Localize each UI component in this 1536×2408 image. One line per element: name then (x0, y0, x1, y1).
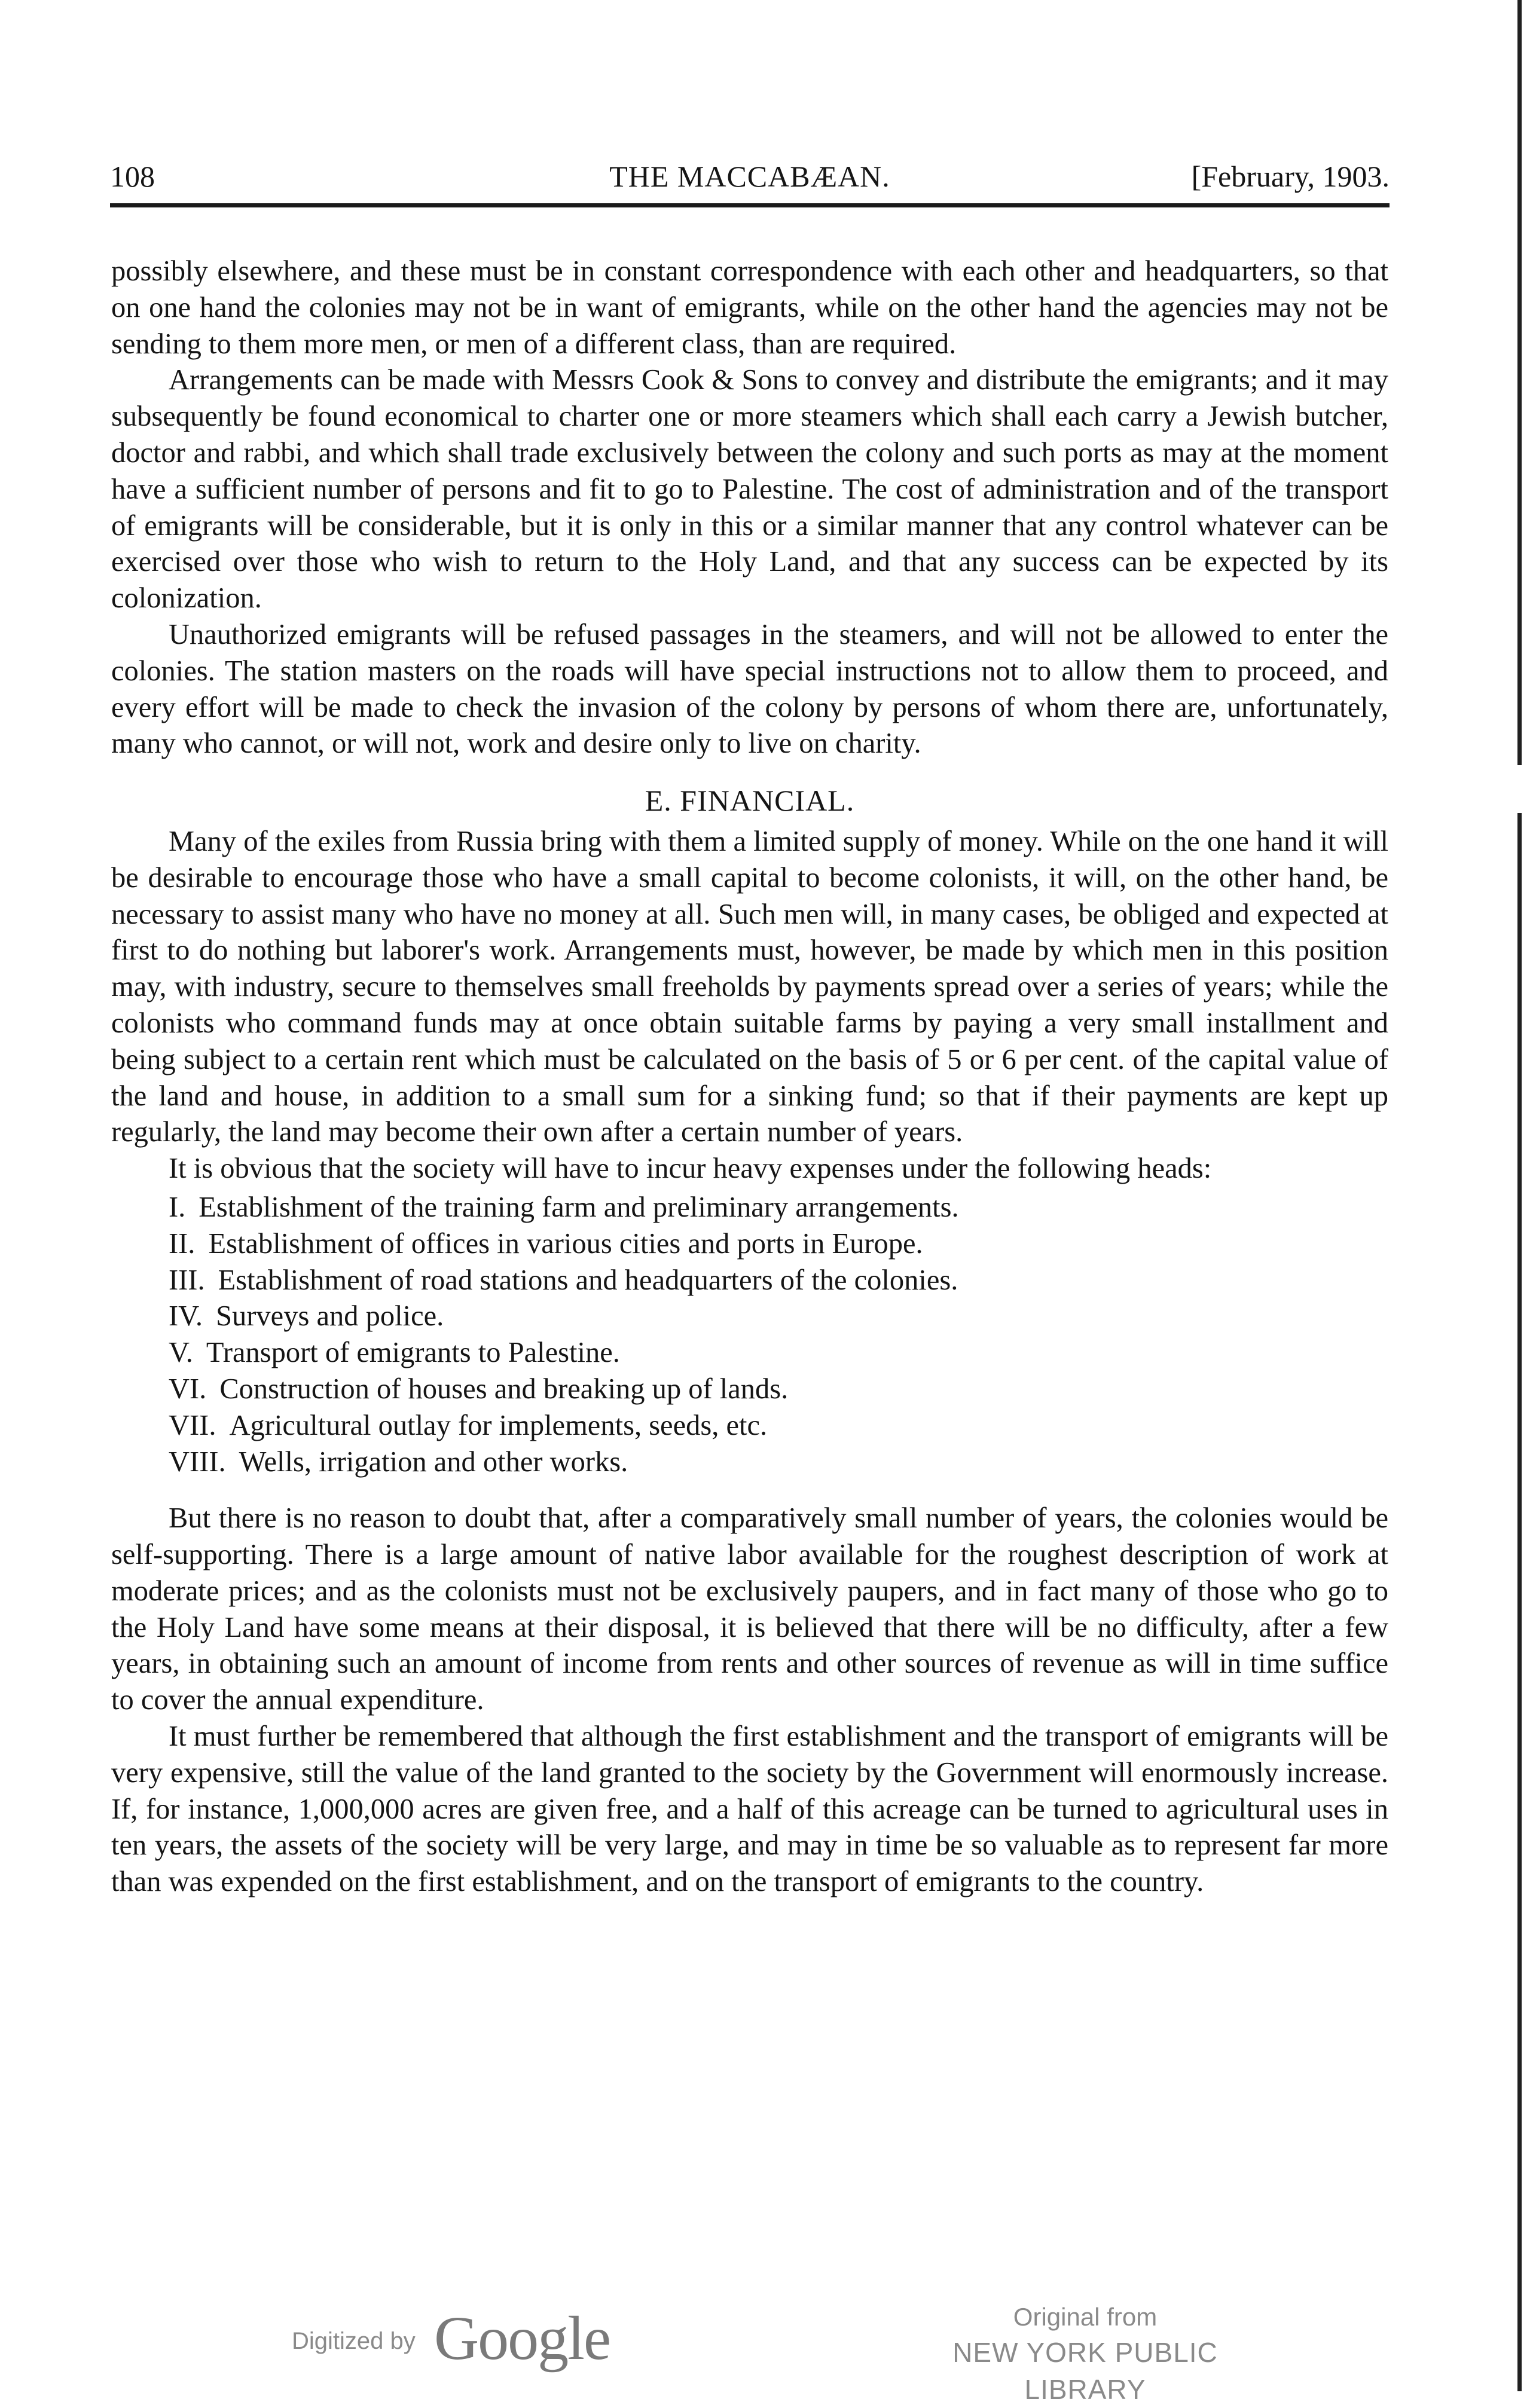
list-item (111, 1298, 1388, 1335)
list-text: Establishment of the training farm and preliminary arrangements. (199, 1191, 959, 1223)
list-numeral: VII. (169, 1409, 216, 1441)
list-item (111, 1371, 1388, 1408)
paragraph-continued: possibly elsewhere, and these must be in constant correspondence with each other and headquarters, so that on one hand the colonies may not be in want of emigrants, while on the other hand the agencies may not be sending to them more men, or men of a different class, than are required. (111, 255, 1388, 360)
binding-edge-gap (1513, 765, 1525, 813)
list-numeral: VI. (169, 1373, 207, 1405)
running-header (110, 152, 1390, 200)
paragraph-arrangements: Arrangements can be made with Messrs Cook & Sons to convey and distribute the emigrants; and it may subsequently be found economical to charter one or more steamers which shall each carry a Jewish butcher, doctor and rabbi, and which shall trade exclusively between the colony and such ports as may at the moment have a sufficient number of persons and fit to go to Palestine. The cost of administration and of the transport of emigrants will be considerable, but it is only in this or a similar manner that any control whatever can be exercised over those who wish to return to the Holy Land, and that any success can be expected by its colonization. (111, 364, 1388, 615)
paragraph-expenses-intro: It is obvious that the society will have to incur heavy expenses under the following heads: (169, 1153, 1212, 1185)
expense-heads-list (111, 1190, 1388, 1480)
header-rule (110, 203, 1390, 207)
paragraph-exiles: Many of the exiles from Russia bring with them a limited supply of money. While on the one hand it will be desirable to encourage those who have a small capital to become colonists, it will, on the other hand, be necessary to assist many who have no money at all. Such men will, in many cases, be obliged and expected at first to do nothing but laborer's work. Arrangements must, however, be made by which men in this position may, with industry, secure to themselves small freeholds by payments spread over a series of years; while the colonists who command funds may at once obtain suitable farms by paying a very small installment and being subject to a certain rent which must be calculated on the basis of 5 or 6 per cent. of the capital value of the land and house, in addition to a small sum for a sinking fund; so that if their payments are kept up regularly, the land may become their own after a certain number of years. (111, 825, 1388, 1148)
digitized-by-watermark (292, 2303, 662, 2375)
paragraph-land-value: It must further be remembered that although the first establishment and the transport of emigrants will be very expensive, still the value of the land granted to the society by the Government will enormously increase. If, for instance, 1,000,000 acres are given free, and a half of this acreage can be turned to agricultural uses in ten years, the assets of the society will be very large, and may in time be so valuable as to represent far more than was expended on the first establishment, and on the transport of emigrants to the country. (111, 1721, 1388, 1898)
article-body (111, 253, 1388, 1900)
issue-date: [February, 1903. (1191, 160, 1390, 193)
list-numeral: V. (169, 1337, 193, 1369)
list-text: Construction of houses and breaking up of lands. (219, 1373, 789, 1405)
list-text: Establishment of road stations and headquarters of the colonies. (218, 1264, 958, 1296)
list-item (111, 1444, 1388, 1481)
paragraph-self-supporting: But there is no reason to doubt that, after a comparatively small number of years, the colonies would be self-supporting. There is a large amount of native labor available for the roughest description of work at moderate prices; and as the colonists must not be exclusively paupers, and in fact many of those who go to the Holy Land have some means at their disposal, it is believed that there will be no difficulty, after a few years, in obtaining such an amount of income from rents and other sources of revenue as will in time suffice to cover the annual expenditure. (111, 1502, 1388, 1716)
digitized-by-label: Digitized by (292, 2328, 416, 2354)
list-text: Establishment of offices in various cities and ports in Europe. (208, 1227, 923, 1260)
list-text: Surveys and police. (216, 1300, 444, 1333)
list-text: Wells, irrigation and other works. (239, 1446, 628, 1478)
list-item (111, 1226, 1388, 1263)
section-heading: E. FINANCIAL. (645, 784, 855, 818)
list-item (111, 1335, 1388, 1371)
list-numeral: IV. (169, 1300, 203, 1333)
google-logo: Google (434, 2304, 610, 2373)
page-number: 108 (110, 160, 155, 193)
list-text: Transport of emigrants to Palestine. (206, 1337, 620, 1369)
running-title: THE MACCABÆAN. (609, 160, 890, 193)
paragraph-unauthorized: Unauthorized emigrants will be refused passages in the steamers, and will not be allowed to enter the colonies. The station masters on the roads will have special instructions not to allow them to proceed, and every effort will be made to check the invasion of the colony by persons of whom there are, unfortunately, many who cannot, or will not, work and desire only to live on charity. (111, 618, 1388, 760)
list-numeral: II. (169, 1227, 196, 1260)
list-item (111, 1408, 1388, 1444)
original-source-watermark (894, 2300, 1277, 2405)
list-numeral: I. (169, 1191, 186, 1223)
original-from-label: Original from (1013, 2303, 1158, 2331)
list-item (111, 1263, 1388, 1299)
list-item (111, 1190, 1388, 1226)
binding-edge (1517, 0, 1522, 2391)
list-numeral: VIII. (169, 1446, 226, 1478)
list-numeral: III. (169, 1264, 205, 1296)
library-name: NEW YORK PUBLIC LIBRARY (952, 2337, 1218, 2405)
list-text: Agricultural outlay for implements, seeds, etc. (229, 1409, 768, 1441)
